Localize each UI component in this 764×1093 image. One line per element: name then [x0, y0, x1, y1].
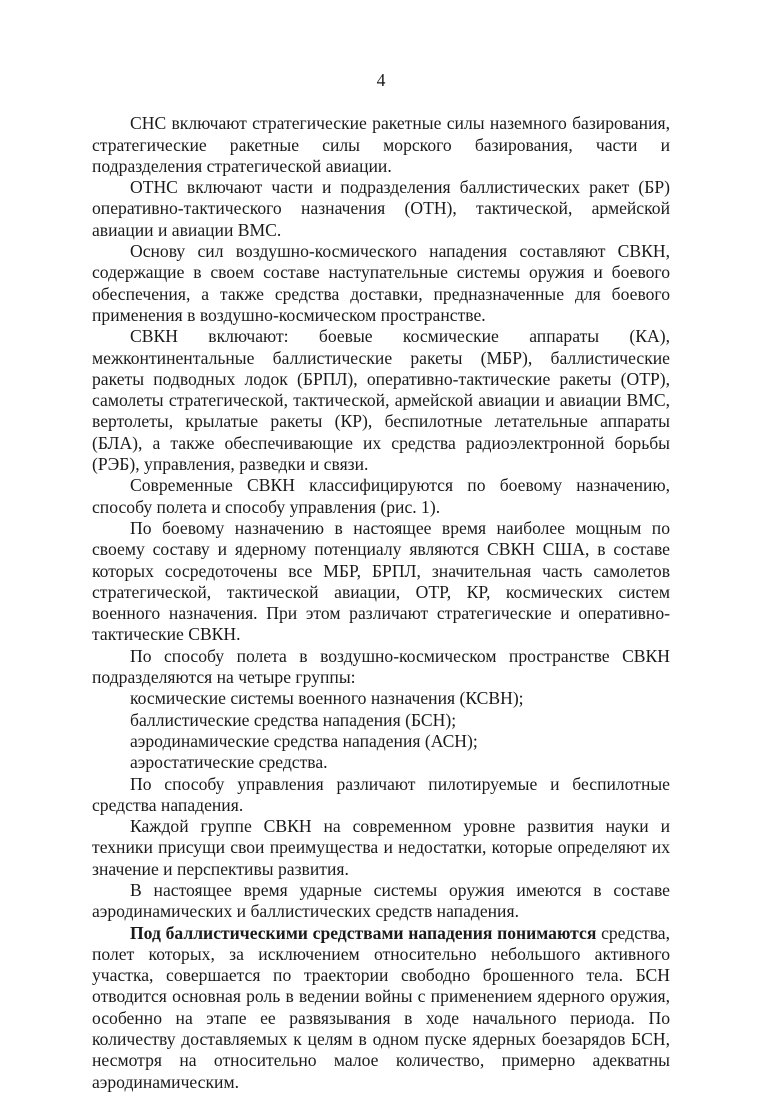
- paragraph-classification: Современные СВКН классифицируются по боевому назначению, способу полета и способу управления (рис. 1).: [92, 475, 670, 517]
- page-number: 4: [376, 70, 386, 90]
- list-item: аэростатические средства.: [130, 752, 328, 773]
- bold-term: Под баллистическими средствами нападения понимаются: [130, 922, 597, 943]
- list-item: аэродинамические средства нападения (АСН);: [130, 730, 478, 751]
- list-item: космические системы военного назначения (КСВН);: [130, 688, 524, 709]
- paragraph-svkn-include: СВКН включают: боевые космические аппараты (КА), межконтинентальные баллистические ракеты (МБР), баллистические ракеты подводных лодок (БРПЛ), оперативно-тактические ракеты (ОТР), самолеты стратегической, тактической, армейской авиации и авиации ВМС, вертолеты, крылатые ракеты (КР), беспилотные летательные аппараты (БЛА), а также обеспечивающие их средства радиоэлектронной борьбы (РЭБ), управления, разведки и связи.: [92, 326, 670, 475]
- paragraph-otns: ОТНС включают части и подразделения баллистических ракет (БР) оперативно-тактического назначения (ОТН), тактической, армейской авиации и авиации ВМС.: [92, 177, 670, 240]
- paragraph-strike-systems: В настоящее время ударные системы оружия имеются в составе аэродинамических и баллистических средств нападения.: [92, 879, 670, 922]
- list-item: баллистические средства нападения (БСН);: [130, 709, 457, 730]
- paragraph-text: средства, полет которых, за исключением относительно небольшого активного участка, совершается по траектории свободно брошенного тела. БСН отводится основная роль в ведении войны с применением ядерного оружия, особенно на этапе ее развязывания в ходе начального периода. По количеству доставляемых к целям в одном пуске ядерных боезарядов БСН, несмотря на относительно малое количество, примерно адекватны аэродинамическим.: [92, 922, 670, 1092]
- paragraph-sns: СНС включают стратегические ракетные силы наземного базирования, стратегические ракетные силы морского базирования, части и подразделения стратегической авиации.: [92, 113, 670, 176]
- paragraph-flight-method: По способу полета в воздушно-космическом пространстве СВКН подразделяются на четыре группы:: [92, 645, 670, 688]
- paragraph-combat-purpose: По боевому назначению в настоящее время наиболее мощным по своему составу и ядерному потенциалу являются СВКН США, в составе которых сосредоточены все МБР, БРПЛ, значительная часть самолетов стратегической, тактической авиации, ОТР, КР, космических систем военного назначения. При этом различают стратегические и оперативно-тактические СВКН.: [92, 517, 670, 645]
- paragraph-control-method: По способу управления различают пилотируемые и беспилотные средства нападения.: [92, 773, 670, 815]
- paragraph-ballistic-definition: [92, 923, 670, 1093]
- paragraph-advantages: Каждой группе СВКН на современном уровне развития науки и техники присущи свои преимущества и недостатки, которые определяют их значение и перспективы развития.: [92, 816, 670, 879]
- paragraph-svkn-basis: Основу сил воздушно-космического нападения составляют СВКН, содержащие в своем составе наступательные системы оружия и боевого обеспечения, а также средства доставки, предназначенные для боевого применения в воздушно-космическом пространстве.: [92, 241, 670, 325]
